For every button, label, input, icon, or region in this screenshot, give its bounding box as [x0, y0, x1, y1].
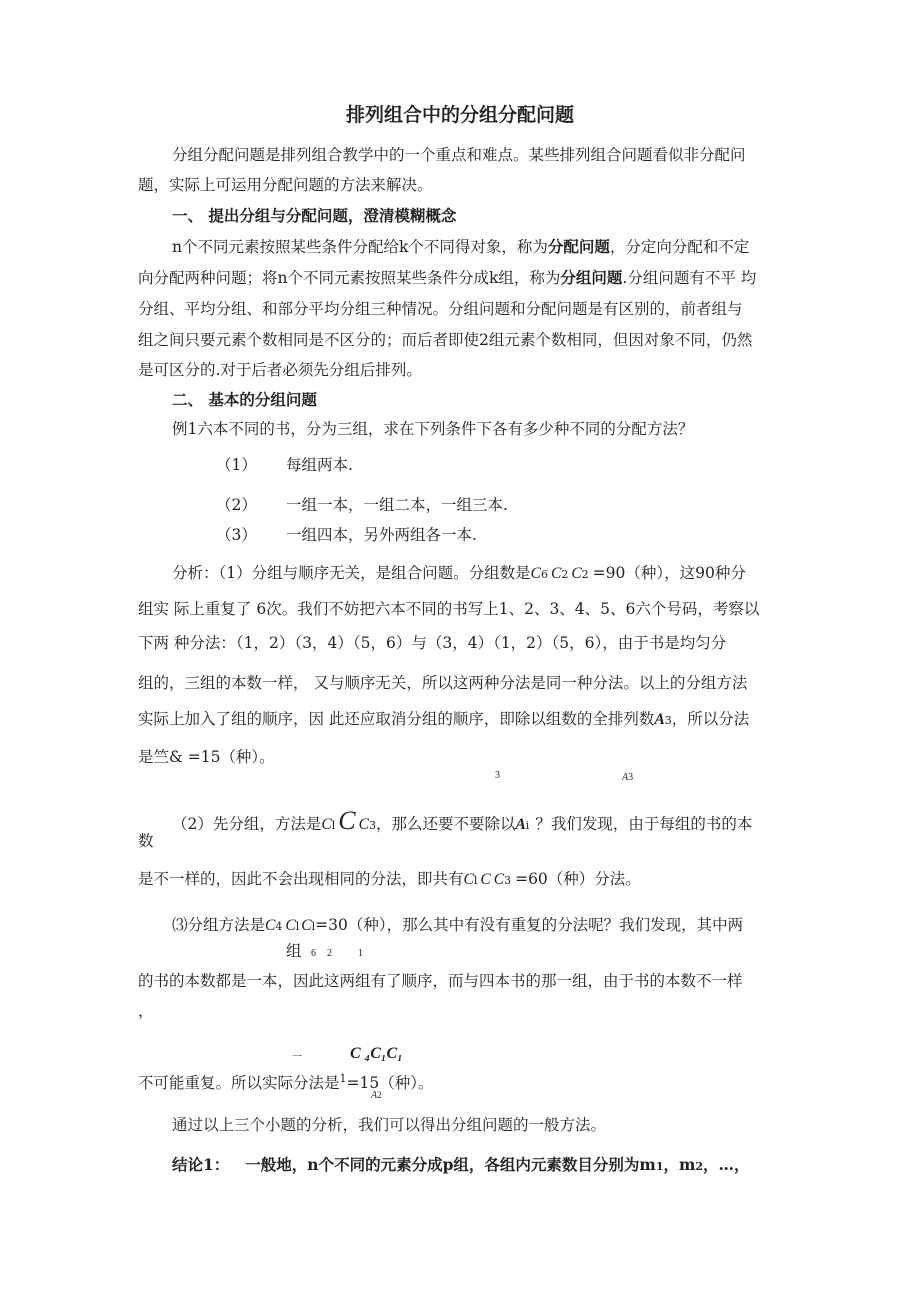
term-grouping: 分组问题: [560, 268, 623, 287]
math-sub: l: [311, 920, 316, 933]
text-span: =30（种），那么其中有没有重复的分法呢？我们发现，其中两: [315, 916, 744, 934]
text-span: n个不同元素按照某些条件分配给k个不同得对象，称为: [172, 238, 548, 256]
math-sub: i: [525, 819, 530, 832]
math-a: A: [515, 816, 526, 833]
math-a: A: [654, 711, 665, 728]
part3-line-5: [138, 1068, 433, 1094]
math-a: A: [622, 772, 629, 783]
math-c: C: [571, 565, 582, 582]
math-sub: 2: [377, 1090, 382, 1100]
math-sub: 2: [561, 568, 569, 581]
text-span: 一般地，n个不同的元素分成p组，各组内元素数目分别为m: [245, 1155, 656, 1174]
conclusion-1: [172, 1154, 750, 1178]
text-span: ⑶分组方法是: [172, 916, 266, 934]
part2-line-1: [172, 806, 753, 837]
analysis-line-6: 是竺& =15（种）。: [138, 748, 275, 766]
text-span: =90（种），这90种分: [592, 564, 746, 582]
part3-sub-6: 6: [311, 948, 316, 959]
section1-line-1: [172, 236, 749, 258]
math-sub: 6: [540, 568, 548, 581]
section1-heading: 一、 提出分组与分配问题，澄清模糊概念: [172, 206, 457, 225]
intro-line-1: 分组分配问题是排列组合教学中的一个重点和难点。某些排列组合问题看似非分配问: [172, 146, 746, 164]
intro-line-2: 题，实际上可运用分配问题的方法来解决。: [138, 176, 433, 194]
section1-line-3: 分组、平均分组、和部分平均分组三种情况。分组问题和分配问题是有区别的，前者组与: [138, 300, 743, 318]
closing-line: 通过以上三个小题的分析，我们可以得出分组问题的一般方法。: [172, 1116, 607, 1134]
conclusion-label: 结论1：: [172, 1155, 230, 1174]
math-sub: l: [473, 874, 478, 887]
text-span: =15（种）。: [346, 1074, 434, 1093]
part2-line-3: [138, 868, 641, 892]
text-span: 实际上加入了组的顺序，因 此还应取消分组的顺序，即除以组数的全排列数: [138, 710, 655, 728]
text-span: ，…，: [703, 1155, 750, 1174]
text-span: 是不一样的，因此不会出现相同的分法，即共有: [138, 870, 464, 888]
item-2-num: （2）: [216, 496, 257, 514]
text-span: ，分定向分配和不定: [609, 238, 750, 256]
math-sub: 3: [368, 819, 376, 832]
analysis-line-2: 组实 际上重复了 6次。我们不妨把六本不同的书写上1、2、3、4、5、6六个号码，考察以: [138, 600, 760, 618]
item-3-num: （3）: [216, 526, 257, 544]
text-span: ，那么还要不要除以: [375, 815, 516, 833]
math-c: C: [321, 816, 332, 833]
math-c-large: C: [338, 806, 356, 835]
part2-line-2: 数: [138, 832, 154, 850]
text-span: ，m: [663, 1155, 696, 1174]
section1-line-4: 组之间只要元素个数相同是不区分的；而后者即使2组元素个数相同，但因对象不同，仍然: [138, 331, 753, 349]
text-span: 分析：（1）分组与顺序无关，是组合问题。分组数是: [172, 564, 531, 582]
math-c: C: [358, 816, 369, 833]
page-title: 排列组合中的分组分配问题: [345, 104, 574, 126]
section2-heading: 二、 基本的分组问题: [172, 390, 317, 409]
math-sub: 4: [275, 920, 283, 933]
fraction-bar: 一: [292, 1052, 302, 1063]
text-span: （2）先分组，方法是: [172, 815, 322, 833]
item-1-text: 每组两本.: [286, 456, 353, 474]
math-sub: 3: [504, 874, 512, 887]
section1-line-2: [138, 267, 756, 289]
math-sub: 3: [628, 772, 634, 783]
part3-sub-2: 2: [327, 948, 332, 959]
item-2-text: 一组一本，一组二本，一组三本.: [286, 496, 508, 514]
example-1: 例1六本不同的书，分为三组，求在下列条件下各有多少种不同的分配方法？: [172, 420, 694, 438]
math-sub: 2: [695, 1160, 704, 1173]
section1-line-5: 是可区分的.对于后者必须先分组后排列。: [138, 361, 422, 379]
math-c: C: [550, 565, 562, 582]
math-sub: l: [295, 920, 300, 933]
math-sup: 1: [339, 1072, 347, 1085]
part3-line-4: ，: [138, 1002, 154, 1020]
math-sub: l: [331, 819, 336, 832]
analysis-line-4: 组的，三组的本数一样， 又与顺序无关，所以这两种分法是同一种分法。以上的分组方法: [138, 674, 748, 692]
text-span: =60（种）分法。: [515, 870, 641, 888]
term-allocation: 分配问题: [547, 237, 610, 256]
analysis-line-1: [172, 562, 746, 586]
analysis-sub-3: 3: [495, 770, 500, 781]
part3-line-2: 组: [286, 942, 302, 960]
math-c: C: [493, 871, 505, 888]
text-span: ，所以分法: [671, 710, 750, 728]
analysis-sub-a3: [622, 772, 633, 783]
text-span: 不可能重复。所以实际分法是: [138, 1074, 340, 1093]
math-a: A: [371, 1090, 378, 1101]
text-span: ？我们发现，由于每组的书的本: [535, 815, 753, 833]
fraction-numerator: C ₄C₁C₁: [350, 1045, 403, 1062]
fraction-denominator: [371, 1090, 382, 1101]
part3-sub-1: 1: [358, 948, 363, 959]
item-1-num: （1）: [216, 456, 257, 474]
text-span: .分组问题有不平 均: [622, 269, 757, 287]
part3-line-3: 的书的本数都是一本，因此这两组有了顺序，而与四本书的那一组，由于书的本数不一样: [138, 972, 743, 990]
math-c: C: [530, 565, 541, 582]
math-sub: 1: [655, 1160, 664, 1173]
analysis-line-5: [138, 708, 749, 732]
math-c: C: [301, 917, 312, 934]
math-sub: 3: [664, 714, 672, 727]
part3-line-1: [172, 914, 743, 938]
math-c: C: [463, 871, 474, 888]
math-c: C: [285, 917, 296, 934]
math-c: C: [265, 917, 276, 934]
text-span: 向分配两种问题；将n个不同元素按照某些条件分成k组，称为: [138, 269, 561, 287]
item-3-text: 一组四本，另外两组各一本.: [286, 526, 477, 544]
math-c: C: [480, 871, 491, 888]
analysis-line-3: 下两 种分法：（1，2）（3，4）（5，6）与（3，4）（1，2）（5，6），由于书是均匀分: [138, 634, 727, 652]
math-sub: 2: [581, 568, 589, 581]
